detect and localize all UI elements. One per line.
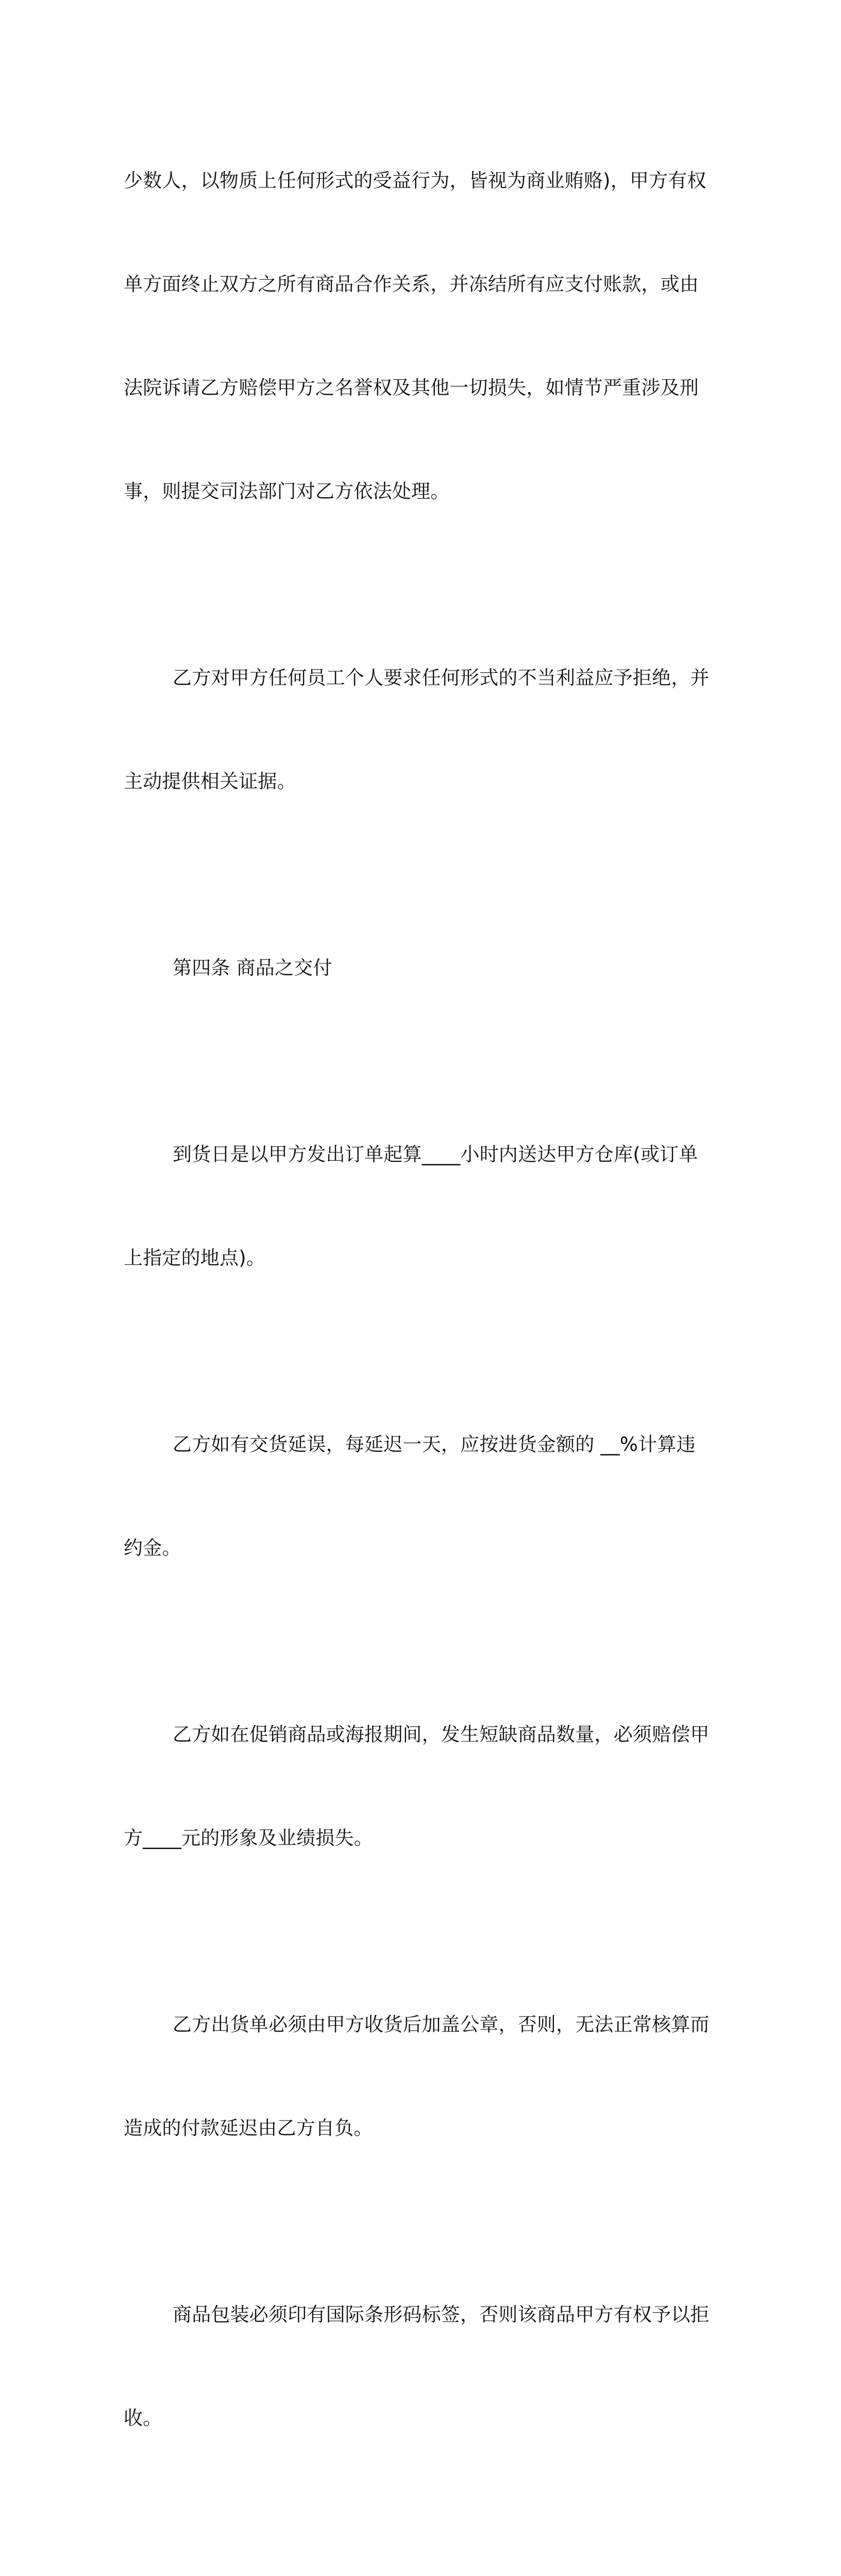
text-line: 乙方如在促销商品或海报期间，发生短缺商品数量，必须赔偿甲 <box>173 1723 710 1745</box>
text-line: 乙方对甲方任何员工个人要求任何形式的不当利益应予拒绝，并 <box>173 667 710 689</box>
text-line: 少数人，以物质上任何形式的受益行为，皆视为商业贿赂)，甲方有权 <box>124 170 707 192</box>
document-body <box>124 94 721 2576</box>
section-heading-article-4 <box>124 882 721 1054</box>
paragraph-delivery-deadline <box>124 1068 721 1344</box>
text-line: 单方面终止双方之所有商品合作关系，并冻结所有应支付账款，或由 <box>124 273 699 295</box>
text-line: 约金。 <box>124 1537 181 1559</box>
section-heading-article-5 <box>124 2518 721 2576</box>
text-line: 事，则提交司法部门对乙方依法处理。 <box>124 480 450 502</box>
text-line: 上指定的地点)。 <box>124 1247 266 1269</box>
text-line: 收。 <box>124 2407 162 2429</box>
text-line: 商品包装必须印有国际条形码标签，否则该商品甲方有权予以拒 <box>173 2303 710 2326</box>
paragraph-barcode-requirement <box>124 2228 721 2504</box>
paragraph-delivery-delay-penalty <box>124 1358 721 1634</box>
paragraph-promotion-shortage <box>124 1648 721 1924</box>
text-line: 主动提供相关证据。 <box>124 770 296 792</box>
section-heading: 第四条 商品之交付 <box>173 957 332 979</box>
text-line: 乙方如有交货延误，每延迟一天，应按进货金额的 __%计算违 <box>173 1433 696 1455</box>
text-line: 造成的付款延迟由乙方自负。 <box>124 2117 373 2139</box>
paragraph-bribery-termination <box>124 94 721 578</box>
paragraph-refuse-improper-benefits <box>124 591 721 868</box>
paragraph-shipping-note-seal <box>124 1938 721 2214</box>
text-line: 乙方出货单必须由甲方收货后加盖公章，否则，无法正常核算而 <box>173 2013 710 2036</box>
text-line: 法院诉请乙方赔偿甲方之名誉权及其他一切损失，如情节严重涉及刑 <box>124 377 699 399</box>
text-line: 方____元的形象及业绩损失。 <box>124 1827 373 1849</box>
text-line: 到货日是以甲方发出订单起算____小时内送达甲方仓库(或订单 <box>173 1143 698 1165</box>
